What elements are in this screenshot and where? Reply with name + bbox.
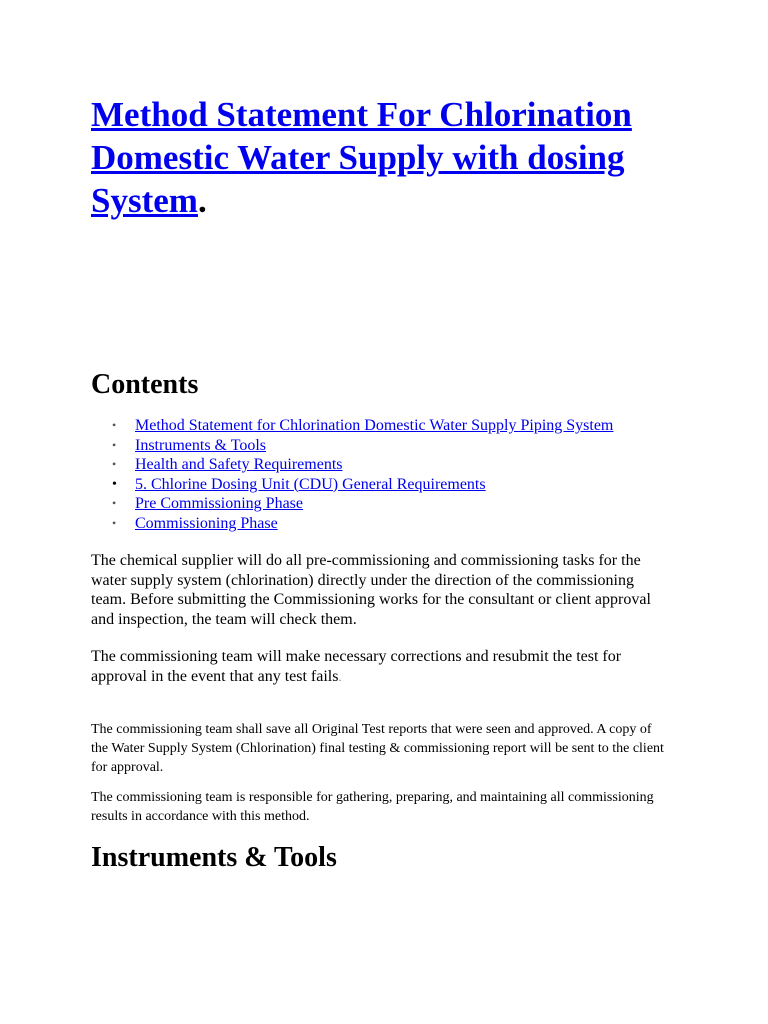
- bullet-icon: •: [112, 476, 117, 492]
- paragraph-test-reports: The commissioning team shall save all Original Test reports that were seen and approved. A copy of the Water Supply System (Chlorination) final testing & commissioning report will be sent to the client for approval.: [91, 722, 664, 775]
- bullet-icon: •: [112, 515, 117, 530]
- paragraph-responsibility: The commissioning team is responsible for gathering, preparing, and maintaining all commissioning results in accordance with this method.: [91, 790, 654, 824]
- toc-item: [112, 455, 672, 475]
- document-title: [91, 0, 672, 222]
- paragraph-corrections-text: The commissioning team will make necessary corrections and resubmit the test for approval in the event that any test fails: [91, 648, 622, 685]
- document-title-link[interactable]: Method Statement For Chlorination Domestic Water Supply with dosing System: [91, 95, 632, 220]
- bullet-icon: •: [112, 437, 117, 452]
- toc-link-health-safety[interactable]: Health and Safety Requirements: [135, 456, 343, 473]
- paragraph-corrections-period: .: [338, 669, 342, 684]
- table-of-contents: [91, 416, 672, 533]
- toc-link-method-statement[interactable]: Method Statement for Chlorination Domestic Water Supply Piping System: [135, 417, 614, 434]
- toc-item: [112, 514, 672, 534]
- toc-link-instruments-tools[interactable]: Instruments & Tools: [135, 436, 267, 454]
- toc-item: [112, 475, 672, 495]
- bullet-icon: •: [112, 496, 117, 510]
- toc-item: [112, 436, 672, 456]
- section-heading-instruments-tools: Instruments & Tools: [91, 842, 337, 873]
- contents-heading: Contents: [91, 369, 199, 400]
- toc-item: [112, 494, 672, 514]
- bullet-icon: •: [112, 418, 117, 432]
- bullet-icon: •: [112, 457, 117, 471]
- toc-item: [112, 416, 672, 436]
- paragraph-corrections: [91, 647, 672, 687]
- paragraph-chemical-supplier: The chemical supplier will do all pre-commissioning and commissioning tasks for the water supply system (chlorination) directly under the direction of the commissioning team. Before submitting the Commissioning works for the consultant or client approval and inspection, the team will check them.: [91, 552, 651, 628]
- toc-link-commissioning[interactable]: Commissioning Phase: [135, 514, 278, 532]
- document-title-suffix: .: [197, 181, 207, 220]
- toc-link-pre-commissioning[interactable]: Pre Commissioning Phase: [135, 495, 304, 512]
- toc-link-chlorine-dosing-unit[interactable]: 5. Chlorine Dosing Unit (CDU) General Requirements: [135, 475, 486, 493]
